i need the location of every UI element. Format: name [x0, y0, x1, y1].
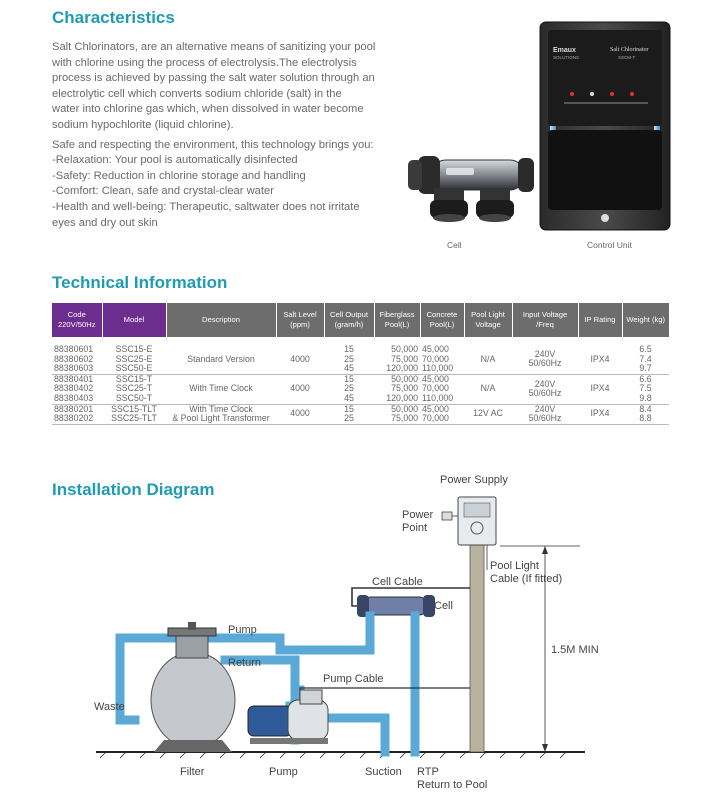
table-cell-value: 110,000 — [422, 363, 454, 374]
label-suction: Suction — [365, 766, 402, 778]
table-header-cell: Cell Output (gram/h) — [324, 303, 374, 337]
label-filter: Filter — [180, 766, 205, 778]
table-header-cell: Description — [166, 303, 276, 337]
table-cell-value: 240V — [534, 378, 556, 389]
characteristics-line: water into chlorine gas which, when dissolved in water become — [52, 103, 364, 116]
table-cell-value: 75,000 — [391, 383, 418, 394]
label-power-point: Power — [402, 509, 434, 521]
table-cell-salt: 4000 — [276, 404, 324, 424]
table-cell-value: 45,000 — [422, 344, 449, 354]
table-cell-value: 50/60Hz — [528, 388, 562, 399]
table-cell-value: 75,000 — [391, 413, 418, 424]
label-min-height: 1.5M MIN — [551, 644, 599, 656]
table-header-cell: Pool Light Voltage — [464, 303, 512, 337]
pump-icon — [248, 690, 328, 744]
label-pool-light-cable: Pool Light — [490, 560, 539, 572]
table-cell-value: With Time Clock — [189, 403, 253, 414]
table-cell-value: 70,000 — [422, 353, 449, 364]
table-cell-value: 15 — [344, 403, 354, 414]
label-power-supply: Power Supply — [440, 474, 508, 486]
characteristics-line: sodium hypochlorite (liquid chlorine). — [52, 118, 234, 131]
table-cell-value: 15 — [344, 344, 354, 354]
svg-text:SOLUTIONS: SOLUTIONS — [553, 55, 580, 60]
table-cell-value: 9.7 — [639, 363, 652, 374]
label-pump-bottom: Pump — [269, 766, 298, 778]
table-cell-value: 70,000 — [422, 413, 449, 424]
label-return-to-pool: Return to Pool — [417, 779, 488, 791]
table-cell-value: 45 — [344, 392, 354, 403]
characteristics-line: Safe and respecting the environment, this technology brings you: — [52, 138, 374, 151]
table-cell-value: 15 — [344, 373, 354, 384]
label-pump-cable: Pump Cable — [323, 673, 384, 685]
label-rtp: RTP — [417, 766, 439, 778]
table-cell-value: Standard Version — [187, 353, 255, 364]
table-cell-ip: IPX4 — [578, 404, 622, 424]
table-cell-value: SSC15-TLT — [111, 403, 157, 414]
table-cell-ip: IPX4 — [578, 374, 622, 404]
table-cell-value: SSC15-T — [115, 373, 153, 384]
characteristics-line: -Comfort: Clean, safe and crystal-clear water — [52, 185, 274, 198]
characteristics-line: process is achieved by passing the salt water solution through an — [52, 72, 375, 85]
table-cell-value: 7.4 — [639, 353, 652, 364]
label-waste: Waste — [94, 701, 125, 713]
control-unit-icon — [458, 497, 496, 545]
characteristics-line: electrolytic cell which converts sodium chloride (salt) in the — [52, 87, 342, 100]
table-cell-salt: 4000 — [276, 374, 324, 404]
table-cell-value: 88380401 — [54, 373, 94, 384]
table-header-cell: Salt Level (ppm) — [276, 303, 324, 337]
table-cell-value: SSC50-T — [115, 392, 153, 403]
characteristics-line: with chlorine using the process of electrolysis.The electrolysis — [52, 56, 357, 69]
table-cell-light: N/A — [464, 374, 512, 404]
label-cell-cable: Cell Cable — [372, 576, 423, 588]
table-cell-value: 88380403 — [54, 392, 94, 403]
technical-title: Technical Information — [52, 273, 228, 292]
brand-logo: Emaux — [553, 47, 576, 54]
table-cell-value: 45 — [344, 363, 354, 374]
table-cell-value: 25 — [344, 383, 354, 394]
table-cell-value: 88380601 — [54, 344, 94, 354]
table-cell-value: 50,000 — [391, 373, 418, 384]
installation-title: Installation Diagram — [52, 480, 215, 499]
table-header-cell: Input Voltage /Freq — [512, 303, 578, 337]
control-unit-caption: Control Unit — [587, 240, 632, 250]
table-cell-salt: 4000 — [276, 337, 324, 374]
table-cell-value: 45,000 — [422, 403, 449, 414]
table-header-cell: Weight (kg) — [622, 303, 669, 337]
table-cell-value: 88380603 — [54, 363, 94, 374]
table-cell-value: 25 — [344, 353, 354, 364]
table-cell-value: 6.6 — [639, 373, 652, 384]
svg-text:SSCM-T: SSCM-T — [618, 55, 636, 60]
table-cell-value: 120,000 — [386, 363, 418, 374]
table-cell-value: 88380201 — [54, 403, 94, 414]
table-cell-value: 75,000 — [391, 353, 418, 364]
table-cell-value: 9.8 — [639, 392, 652, 403]
characteristics-line: -Safety: Reduction in chlorine storage and handling — [52, 169, 306, 182]
table-cell-light: 12V AC — [464, 404, 512, 424]
table-cell-value: 25 — [344, 413, 354, 424]
table-cell-ip: IPX4 — [578, 337, 622, 374]
table-cell-value: SSC25-TLT — [111, 413, 157, 424]
table-header-cell: Code 220V/50Hz — [52, 303, 102, 337]
svg-text:Salt Chlorinator: Salt Chlorinator — [610, 47, 649, 53]
table-header-cell: Model — [102, 303, 166, 337]
table-cell-value: 120,000 — [386, 392, 418, 403]
characteristics-line: eyes and dry out skin — [52, 216, 158, 229]
table-cell-value: 8.8 — [639, 413, 652, 424]
table-cell-value: 240V — [534, 403, 556, 414]
table-cell-value: SSC15-E — [115, 344, 153, 354]
table-cell-value: 8.4 — [639, 403, 652, 414]
table-cell-value: 240V — [534, 348, 556, 359]
label-pump-top: Pump — [228, 624, 257, 636]
mounting-post — [470, 540, 484, 752]
cell-caption: Cell — [447, 240, 462, 250]
table-cell-value: With Time Clock — [189, 383, 253, 394]
table-cell-value: 50,000 — [391, 403, 418, 414]
label-return: Return — [228, 657, 262, 669]
table-cell-value: SSC50-E — [115, 363, 153, 374]
table-cell-value: 88380402 — [54, 383, 94, 394]
table-cell-value: 70,000 — [422, 383, 449, 394]
power-point-icon — [442, 512, 452, 520]
table-cell-value: 88380602 — [54, 353, 94, 364]
characteristics-line: -Health and well-being: Therapeutic, saltwater does not irritate — [52, 200, 360, 213]
table-cell-value: 6.5 — [639, 344, 652, 354]
table-header-cell: Concrete Pool(L) — [420, 303, 464, 337]
table-header-cell: Fiberglass Pool(L) — [374, 303, 420, 337]
table-cell-light: N/A — [464, 337, 512, 374]
characteristics-line: -Relaxation: Your pool is automatically disinfected — [52, 154, 298, 167]
table-cell-value: & Pool Light Transformer — [172, 413, 270, 424]
table-cell-value: 50,000 — [391, 344, 418, 354]
table-cell-value: 7.5 — [639, 383, 652, 394]
table-cell-value: SSC25-E — [115, 353, 153, 364]
table-cell-value: 45,000 — [422, 373, 449, 384]
characteristics-title: Characteristics — [52, 8, 175, 27]
table-cell-value: SSC25-T — [115, 383, 153, 394]
label-cell: Cell — [434, 600, 453, 612]
table-cell-value: 50/60Hz — [528, 358, 562, 369]
characteristics-line: Salt Chlorinators, are an alternative means of sanitizing your pool — [52, 41, 376, 53]
table-cell-value: 110,000 — [422, 392, 454, 403]
table-cell-value: 50/60Hz — [528, 413, 562, 424]
table-header-cell: IP Rating — [578, 303, 622, 337]
table-cell-value: 88380202 — [54, 413, 94, 424]
